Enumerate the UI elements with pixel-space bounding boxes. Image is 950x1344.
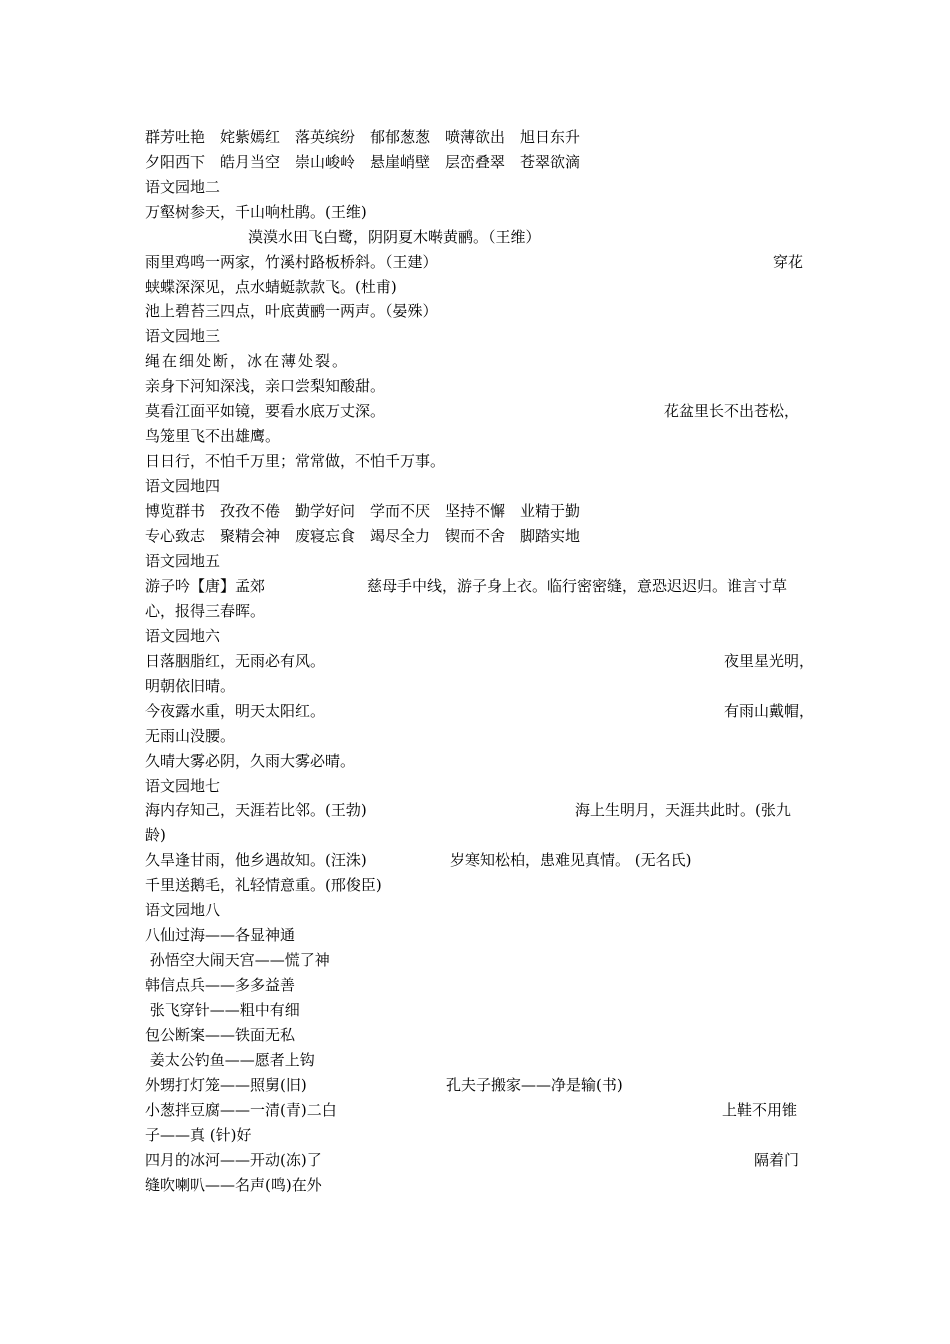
text-line: 绳在细处断，冰在薄处裂。 bbox=[145, 352, 350, 370]
text-line: 莫看江面平如镜，要看水底万丈深。 bbox=[145, 402, 386, 420]
text-line: 有雨山戴帽， bbox=[724, 702, 815, 720]
text-line: 夕阳西下 皓月当空 崇山峻岭 悬崖峭壁 层峦叠翠 苍翠欲滴 bbox=[145, 153, 581, 171]
text-line: 慈母手中线，游子身上衣。临行密密缝，意恐迟迟归。谁言寸草 bbox=[367, 577, 788, 595]
text-line: 日落胭脂红，无雨必有风。 bbox=[145, 652, 326, 670]
section-heading: 语文园地六 bbox=[145, 627, 221, 645]
text-line: 蛱蝶深深见，点水蜻蜓款款飞。(杜甫) bbox=[145, 278, 397, 296]
text-line: 龄) bbox=[145, 826, 166, 844]
section-heading: 语文园地二 bbox=[145, 178, 221, 196]
text-line: 小葱拌豆腐——一清(青)二白 bbox=[145, 1101, 337, 1119]
section-heading: 语文园地八 bbox=[145, 901, 221, 919]
text-line: 岁寒知松柏，患难见真情。 (无名氏) bbox=[450, 851, 692, 869]
text-line: 张飞穿针——粗中有细 bbox=[145, 1001, 300, 1019]
text-line: 子——真 (针)好 bbox=[145, 1126, 252, 1144]
text-line: 千里送鹅毛，礼轻情意重。(邢俊臣) bbox=[145, 876, 382, 894]
text-line: 四月的冰河——开动(冻)了 bbox=[145, 1151, 322, 1169]
text-line: 群芳吐艳 姹紫嫣红 落英缤纷 郁郁葱葱 喷薄欲出 旭日东升 bbox=[145, 128, 581, 146]
section-heading: 语文园地四 bbox=[145, 477, 221, 495]
text-line: 包公断案——铁面无私 bbox=[145, 1026, 296, 1044]
text-line: 夜里星光明， bbox=[724, 652, 815, 670]
text-line: 海内存知己，天涯若比邻。(王勃) bbox=[145, 801, 367, 819]
text-line: 漠漠水田飞白鹭，阴阴夏木啭黄鹂。（王维） bbox=[248, 228, 541, 246]
text-line: 姜太公钓鱼——愿者上钩 bbox=[145, 1051, 315, 1069]
section-heading: 语文园地七 bbox=[145, 777, 221, 795]
text-line: 万壑树参天，千山响杜鹃。(王维) bbox=[145, 203, 367, 221]
text-line: 穿花 bbox=[773, 253, 804, 271]
text-line: 博览群书 孜孜不倦 勤学好问 学而不厌 坚持不懈 业精于勤 bbox=[145, 502, 581, 520]
text-line: 鸟笼里飞不出雄鹰。 bbox=[145, 427, 281, 445]
text-line: 心，报得三春晖。 bbox=[145, 602, 266, 620]
text-line: 八仙过海——各显神通 bbox=[145, 926, 296, 944]
text-line: 今夜露水重，明天太阳红。 bbox=[145, 702, 326, 720]
text-line: 上鞋不用锥 bbox=[722, 1101, 798, 1119]
text-line: 久旱逢甘雨，他乡遇故知。(汪洙) bbox=[145, 851, 367, 869]
text-line: 孔夫子搬家——净是输(书) bbox=[446, 1076, 623, 1094]
section-heading: 语文园地五 bbox=[145, 552, 221, 570]
text-line: 韩信点兵——多多益善 bbox=[145, 976, 296, 994]
text-line: 日日行，不怕千万里；常常做，不怕千万事。 bbox=[145, 452, 446, 470]
text-line: 雨里鸡鸣一两家，竹溪村路板桥斜。（王建） bbox=[145, 253, 438, 271]
text-line: 隔着门 bbox=[754, 1151, 800, 1169]
text-line: 孙悟空大闹天宫——慌了神 bbox=[145, 951, 330, 969]
text-line: 亲身下河知深浅，亲口尝梨知酸甜。 bbox=[145, 377, 386, 395]
text-line: 专心致志 聚精会神 废寝忘食 竭尽全力 锲而不舍 脚踏实地 bbox=[145, 527, 581, 545]
text-line: 缝吹喇叭——名声(鸣)在外 bbox=[145, 1176, 322, 1194]
text-line: 游子吟【唐】孟郊 bbox=[145, 577, 266, 595]
section-heading: 语文园地三 bbox=[145, 327, 221, 345]
text-line: 外甥打灯笼——照舅(旧) bbox=[145, 1076, 307, 1094]
text-line: 海上生明月，天涯共此时。(张九 bbox=[575, 801, 791, 819]
text-line: 明朝依旧晴。 bbox=[145, 677, 236, 695]
text-line: 池上碧苔三四点，叶底黄鹂一两声。（晏殊） bbox=[145, 302, 438, 320]
text-line: 无雨山没腰。 bbox=[145, 727, 236, 745]
text-line: 花盆里长不出苍松， bbox=[664, 402, 800, 420]
text-line: 久晴大雾必阴，久雨大雾必晴。 bbox=[145, 752, 356, 770]
